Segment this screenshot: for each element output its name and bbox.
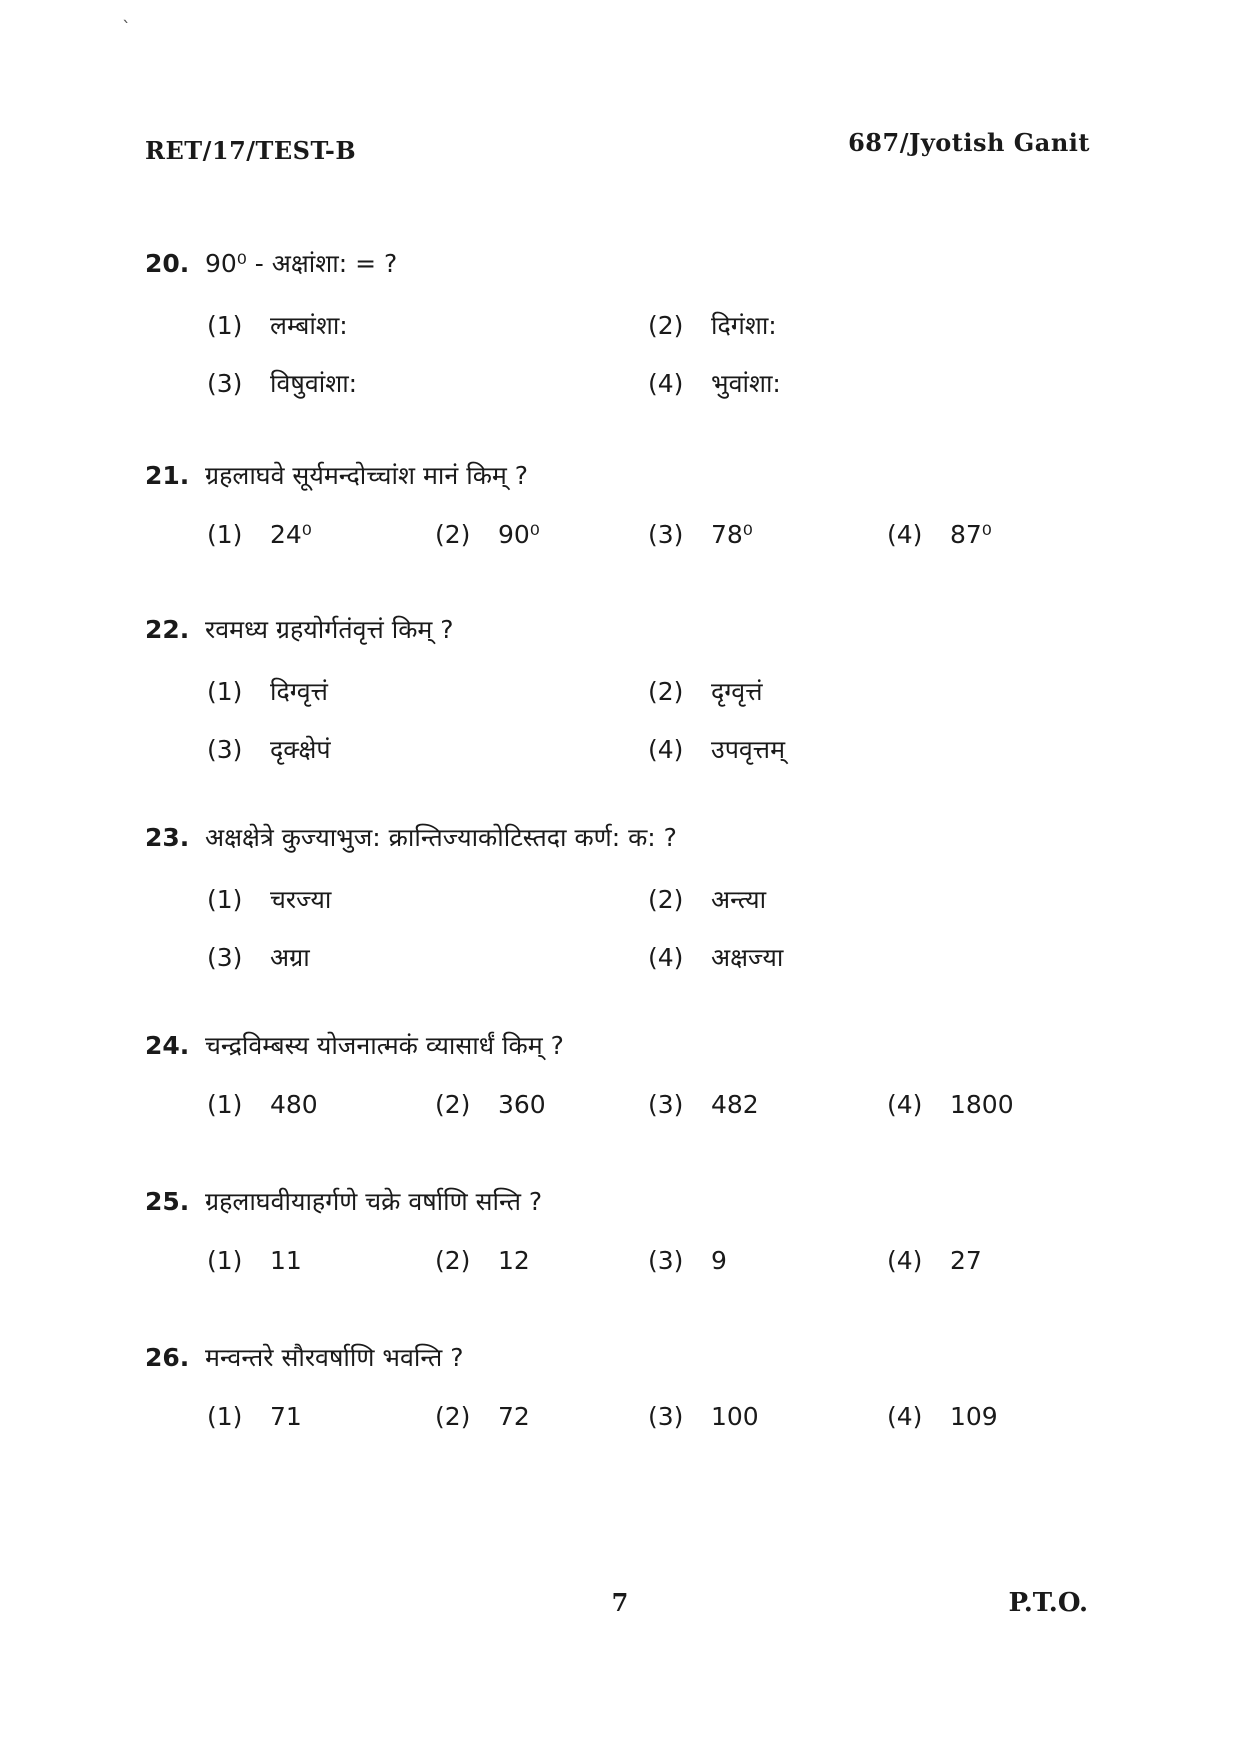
option-3: (3) 482 bbox=[648, 1090, 759, 1119]
option-4: (4) अक्षज्या bbox=[648, 943, 784, 972]
question-21 bbox=[145, 458, 1105, 558]
option-4: (4) उपवृत्तम् bbox=[648, 735, 786, 764]
question-22 bbox=[145, 612, 1105, 772]
question-23 bbox=[145, 820, 1105, 980]
question-text: मन्वन्तरे सौरवर्षाणि भवन्ति ? bbox=[205, 1343, 464, 1372]
option-1: (1) दिग्वृत्तं bbox=[207, 677, 328, 706]
subject-code: 687/Jyotish Ganit bbox=[848, 128, 1090, 157]
option-4: (4) 1800 bbox=[887, 1090, 1014, 1119]
option-1: (1) 24⁰ bbox=[207, 520, 312, 549]
option-4: (4) भुवांशा: bbox=[648, 369, 781, 398]
option-1: (1) लम्बांशा: bbox=[207, 311, 348, 340]
question-text: रवमध्य ग्रहयोर्गतंवृत्तं किम् ? bbox=[205, 615, 454, 644]
scan-mark: ˋ bbox=[122, 18, 131, 39]
option-4: (4) 27 bbox=[887, 1246, 982, 1275]
question-24 bbox=[145, 1028, 1105, 1128]
question-number: 24. bbox=[145, 1031, 190, 1060]
option-2: (2) 72 bbox=[435, 1402, 530, 1431]
option-1: (1) 11 bbox=[207, 1246, 302, 1275]
question-25 bbox=[145, 1184, 1105, 1284]
option-2: (2) 90⁰ bbox=[435, 520, 540, 549]
option-2: (2) दृग्वृत्तं bbox=[648, 677, 763, 706]
question-number: 22. bbox=[145, 615, 190, 644]
option-3: (3) 100 bbox=[648, 1402, 759, 1431]
option-3: (3) 9 bbox=[648, 1246, 727, 1275]
option-3: (3) विषुवांशा: bbox=[207, 369, 358, 398]
question-20 bbox=[145, 246, 1105, 406]
question-26 bbox=[145, 1340, 1105, 1440]
question-text: 90⁰ - अक्षांशा: = ? bbox=[205, 249, 398, 278]
question-number: 20. bbox=[145, 249, 190, 278]
option-3: (3) दृक्क्षेपं bbox=[207, 735, 331, 764]
option-2: (2) दिगंशा: bbox=[648, 311, 777, 340]
page-number: 7 bbox=[611, 1588, 629, 1617]
option-1: (1) 71 bbox=[207, 1402, 302, 1431]
option-2: (2) 12 bbox=[435, 1246, 530, 1275]
question-text: ग्रहलाघवे सूर्यमन्दोच्चांश मानं किम् ? bbox=[205, 461, 529, 490]
option-2: (2) 360 bbox=[435, 1090, 546, 1119]
option-1: (1) 480 bbox=[207, 1090, 318, 1119]
option-3: (3) अग्रा bbox=[207, 943, 310, 972]
question-number: 25. bbox=[145, 1187, 190, 1216]
question-number: 23. bbox=[145, 823, 190, 852]
question-text: अक्षक्षेत्रे कुज्याभुज: क्रान्तिज्याकोटिस्तदा कर्ण: क: ? bbox=[205, 823, 677, 852]
question-text: ग्रहलाघवीयाहर्गणे चक्रे वर्षाणि सन्ति ? bbox=[205, 1187, 543, 1216]
question-number: 26. bbox=[145, 1343, 190, 1372]
option-4: (4) 87⁰ bbox=[887, 520, 992, 549]
option-2: (2) अन्त्या bbox=[648, 885, 767, 914]
option-1: (1) चरज्या bbox=[207, 885, 332, 914]
option-4: (4) 109 bbox=[887, 1402, 998, 1431]
option-3: (3) 78⁰ bbox=[648, 520, 753, 549]
question-text: चन्द्रविम्बस्य योजनात्मकं व्यासार्धं किम् ? bbox=[205, 1031, 564, 1060]
paper-code: RET/17/TEST-B bbox=[145, 136, 357, 165]
question-number: 21. bbox=[145, 461, 190, 490]
pto-label: P.T.O. bbox=[1008, 1588, 1088, 1618]
